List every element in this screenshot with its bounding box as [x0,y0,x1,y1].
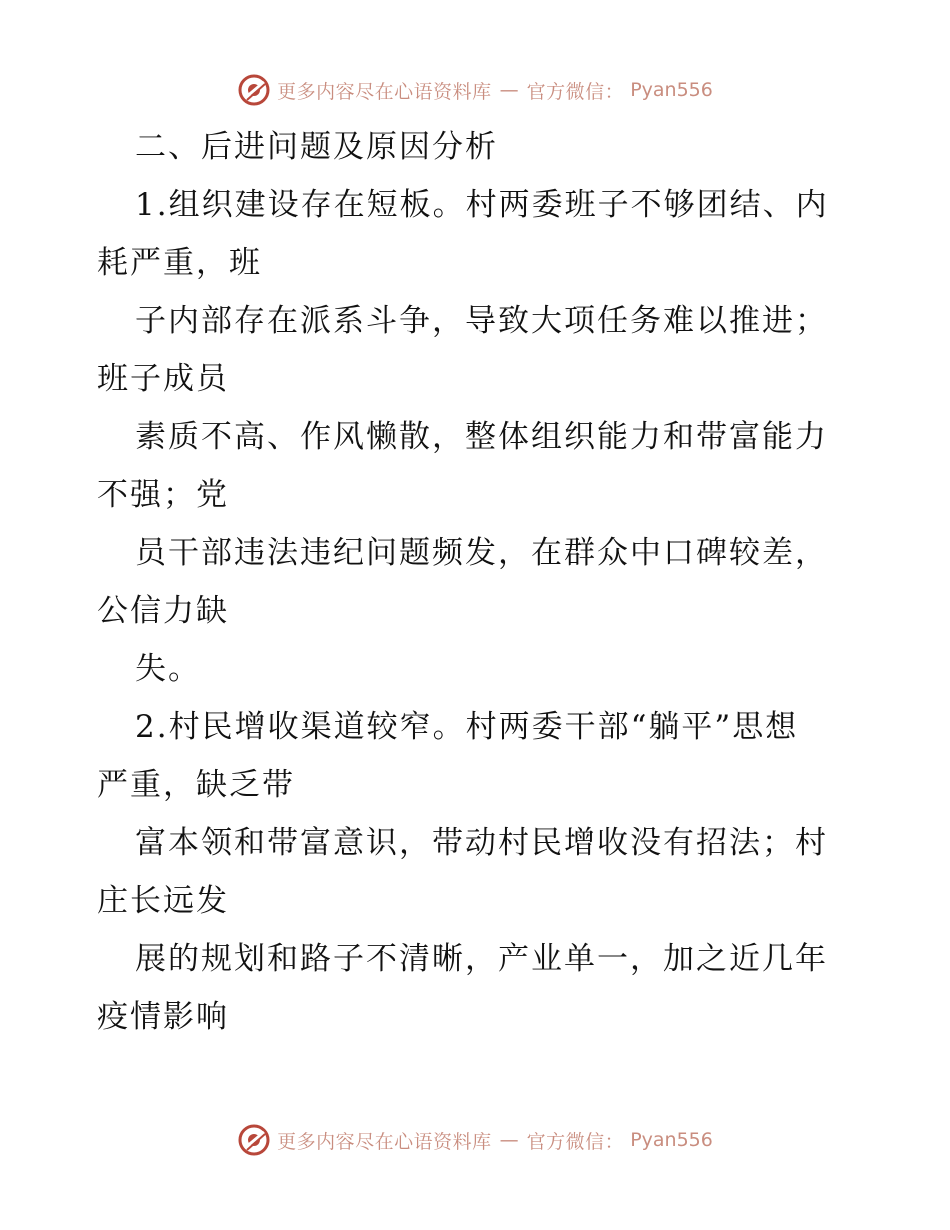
document-line-6: 素质不高、作风懒散，整体组织能力和带富能力 [135,419,828,455]
logo-icon [237,73,271,107]
watermark-text: 更多内容尽在心语资料库 [277,80,492,103]
document-line-7: 不强；党 [97,477,229,513]
document-line-8: 员干部违法违纪问题频发，在群众中口碑较差， [135,535,828,571]
watermark-text: 更多内容尽在心语资料库 [277,1130,492,1153]
document-line-16: 疫情影响 [97,999,229,1035]
document-line-1: 二、后进问题及原因分析 [135,129,498,165]
header-watermark [0,70,950,110]
document-line-12: 严重，缺乏带 [97,767,295,803]
watermark-id: Pyan556 [630,79,713,101]
document-line-2: 1.组织建设存在短板。村两委班子不够团结、内 [135,187,829,223]
document-body [97,118,867,1046]
document-line-5: 班子成员 [97,361,229,397]
document-line-13: 富本领和带富意识，带动村民增收没有招法；村 [135,825,828,861]
watermark-id: Pyan556 [630,1129,713,1151]
document-line-4: 子内部存在派系斗争，导致大项任务难以推进； [135,303,828,339]
logo-icon [237,1123,271,1157]
watermark-separator: — [499,79,519,101]
footer-watermark [0,1120,950,1160]
document-line-15: 展的规划和路子不清晰，产业单一，加之近几年 [135,941,828,977]
watermark-label: 官方微信： [526,1130,625,1153]
watermark-separator: — [499,1129,519,1151]
document-line-3: 耗严重，班 [97,245,262,281]
document-line-10: 失。 [135,651,201,687]
document-line-11: 2.村民增收渠道较窄。村两委干部“躺平”思想 [135,709,799,745]
document-line-9: 公信力缺 [97,593,229,629]
document-line-14: 庄长远发 [97,883,229,919]
watermark-label: 官方微信： [526,80,625,103]
